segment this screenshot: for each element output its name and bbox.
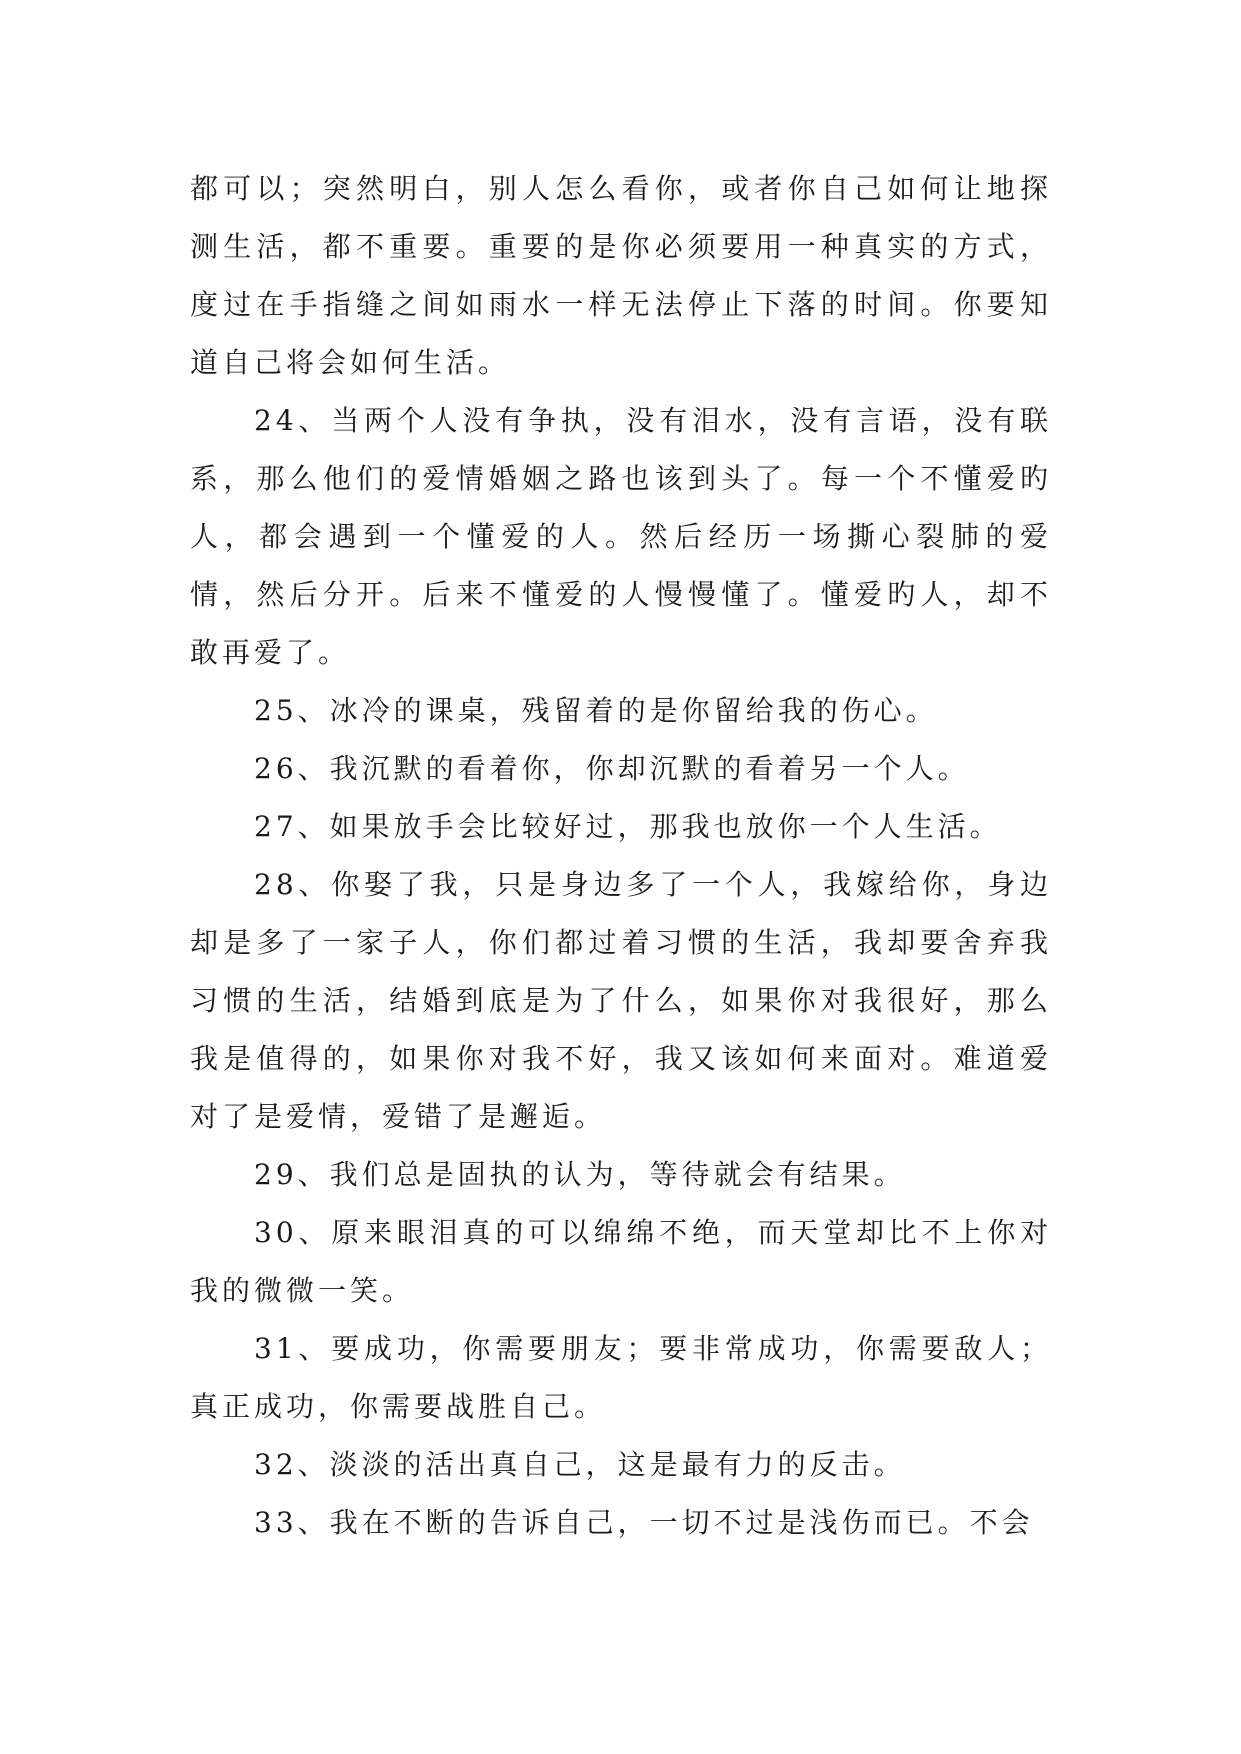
paragraph-26: 26、我沉默的看着你，你却沉默的看着另一个人。 [254,752,970,785]
paragraph-28: 28、你娶了我，只是身边多了一个人，我嫁给你，身边却是多了一家子人，你们都过着习惯的生活，我却要舍弃我习惯的生活，结婚到底是为了什么，如果你对我很好，那么我是值得的，如果你对我不好，我又该如何来面对。难道爱对了是爱情，爱错了是邂逅。 [190,868,1052,1133]
paragraph-24: 24、当两个人没有争执，没有泪水，没有言语，没有联系，那么他们的爱情婚姻之路也该到头了。每一个不懂爱旳人，都会遇到一个懂爱的人。然后经历一场撕心裂肺的爱情，然后分开。后来不懂爱的人慢慢懂了。懂爱旳人，却不敢再爱了。 [190,404,1052,669]
paragraph-30: 30、原来眼泪真的可以绵绵不绝，而天堂却比不上你对我的微微一笑。 [190,1216,1052,1307]
paragraph-32: 32、淡淡的活出真自己，这是最有力的反击。 [254,1448,906,1481]
paragraph-29: 29、我们总是固执的认为，等待就会有结果。 [254,1158,906,1191]
paragraph-33: 33、我在不断的告诉自己，一切不过是浅伤而已。不会 [254,1506,1034,1539]
paragraph-31: 31、要成功，你需要朋友；要非常成功，你需要敌人；真正成功，你需要战胜自己。 [190,1332,1052,1423]
paragraph-25: 25、冰冷的课桌，残留着的是你留给我的伤心。 [254,694,938,727]
paragraph-27: 27、如果放手会比较好过，那我也放你一个人生活。 [254,810,1002,843]
paragraph-continuation: 都可以；突然明白，别人怎么看你，或者你自己如何让地探测生活，都不重要。重要的是你必须要用一种真实的方式，度过在手指缝之间如雨水一样无法停止下落的时间。你要知道自己将会如何生活。 [190,172,1052,379]
document-body [190,160,1052,1552]
